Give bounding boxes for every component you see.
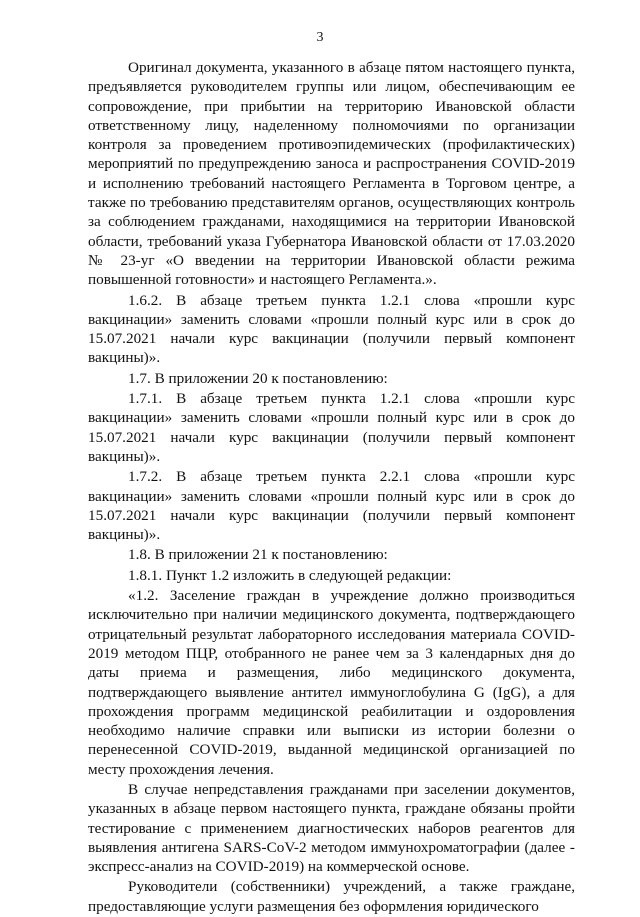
page-number: 3 — [316, 30, 324, 45]
paragraph-1-8-1: 1.8.1. Пункт 1.2 изложить в следующей редакции: — [128, 566, 452, 584]
paragraph-1-6-2: 1.6.2. В абзаце третьем пункта 1.2.1 слова «прошли курс вакцинации» заменить словами «прошли полный курс или в срок до 15.07.2021 начали курс вакцинации (получили первый компонент вакцины)». — [88, 291, 575, 367]
document-body — [88, 58, 575, 917]
paragraph-1-7: 1.7. В приложении 20 к постановлению: — [128, 369, 388, 387]
paragraph-1-8: 1.8. В приложении 21 к постановлению: — [128, 546, 388, 564]
paragraph-original-document: Оригинал документа, указанного в абзаце пятом настоящего пункта, предъявляется руководителем группы или лицом, обеспечивающим ее сопровождение, при прибытии на территорию Ивановской области ответственному лицу, наделенному полномочиями по организации контроля за проведением противоэпидемических (профилактических) мероприятий по предупреждению заноса и распространения COVID-2019 и исполнению требований настоящего Регламента в Торговом центре, а также по требованию представителям органов, осуществляющих контроль за соблюдением гражданами, находящимися на территории Ивановской области, требований указа Губернатора Ивановской области от 17.03.2020 № 23-уг «О введении на территории Ивановской области режима повышенной готовности» и настоящего Регламента.». — [88, 59, 575, 289]
paragraph-managers: Руководители (собственники) учреждений, а также граждане, предоставляющие услуги размещения без оформления юридического — [88, 878, 575, 915]
paragraph-non-submission: В случае непредставления гражданами при заселении документов, указанных в абзаце первом настоящего пункта, граждане обязаны пройти тестирование с применением диагностических наборов реагентов для выявления антигена SARS-CoV-2 методом иммунохроматографии (далее - экспресс-анализ на COVID-2019) на коммерческой основе. — [88, 780, 575, 876]
paragraph-1-7-1: 1.7.1. В абзаце третьем пункта 1.2.1 слова «прошли курс вакцинации» заменить словами «прошли полный курс или в срок до 15.07.2021 начали курс вакцинации (получили первый компонент вакцины)». — [88, 390, 575, 465]
paragraph-1-2-settlement: «1.2. Заселение граждан в учреждение должно производиться исключительно при наличии медицинского документа, подтверждающего отрицательный результат лабораторного исследования материала COVID-2019 методом ПЦР, отобранного не ранее чем за 3 календарных дня до даты приема и размещения, либо медицинского документа, подтверждающего выявление антител иммуноглобулина G (IgG), а для прохождения программ медицинской реабилитации и оздоровления необходимо наличие справки или выписки из истории болезни о перенесенной COVID-2019, выданной медицинской организацией по месту прохождения лечения. — [88, 587, 575, 778]
paragraph-1-7-2: 1.7.2. В абзаце третьем пункта 2.2.1 слова «прошли курс вакцинации» заменить словами «прошли полный курс или в срок до 15.07.2021 начали курс вакцинации (получили первый компонент вакцины)». — [88, 468, 575, 544]
